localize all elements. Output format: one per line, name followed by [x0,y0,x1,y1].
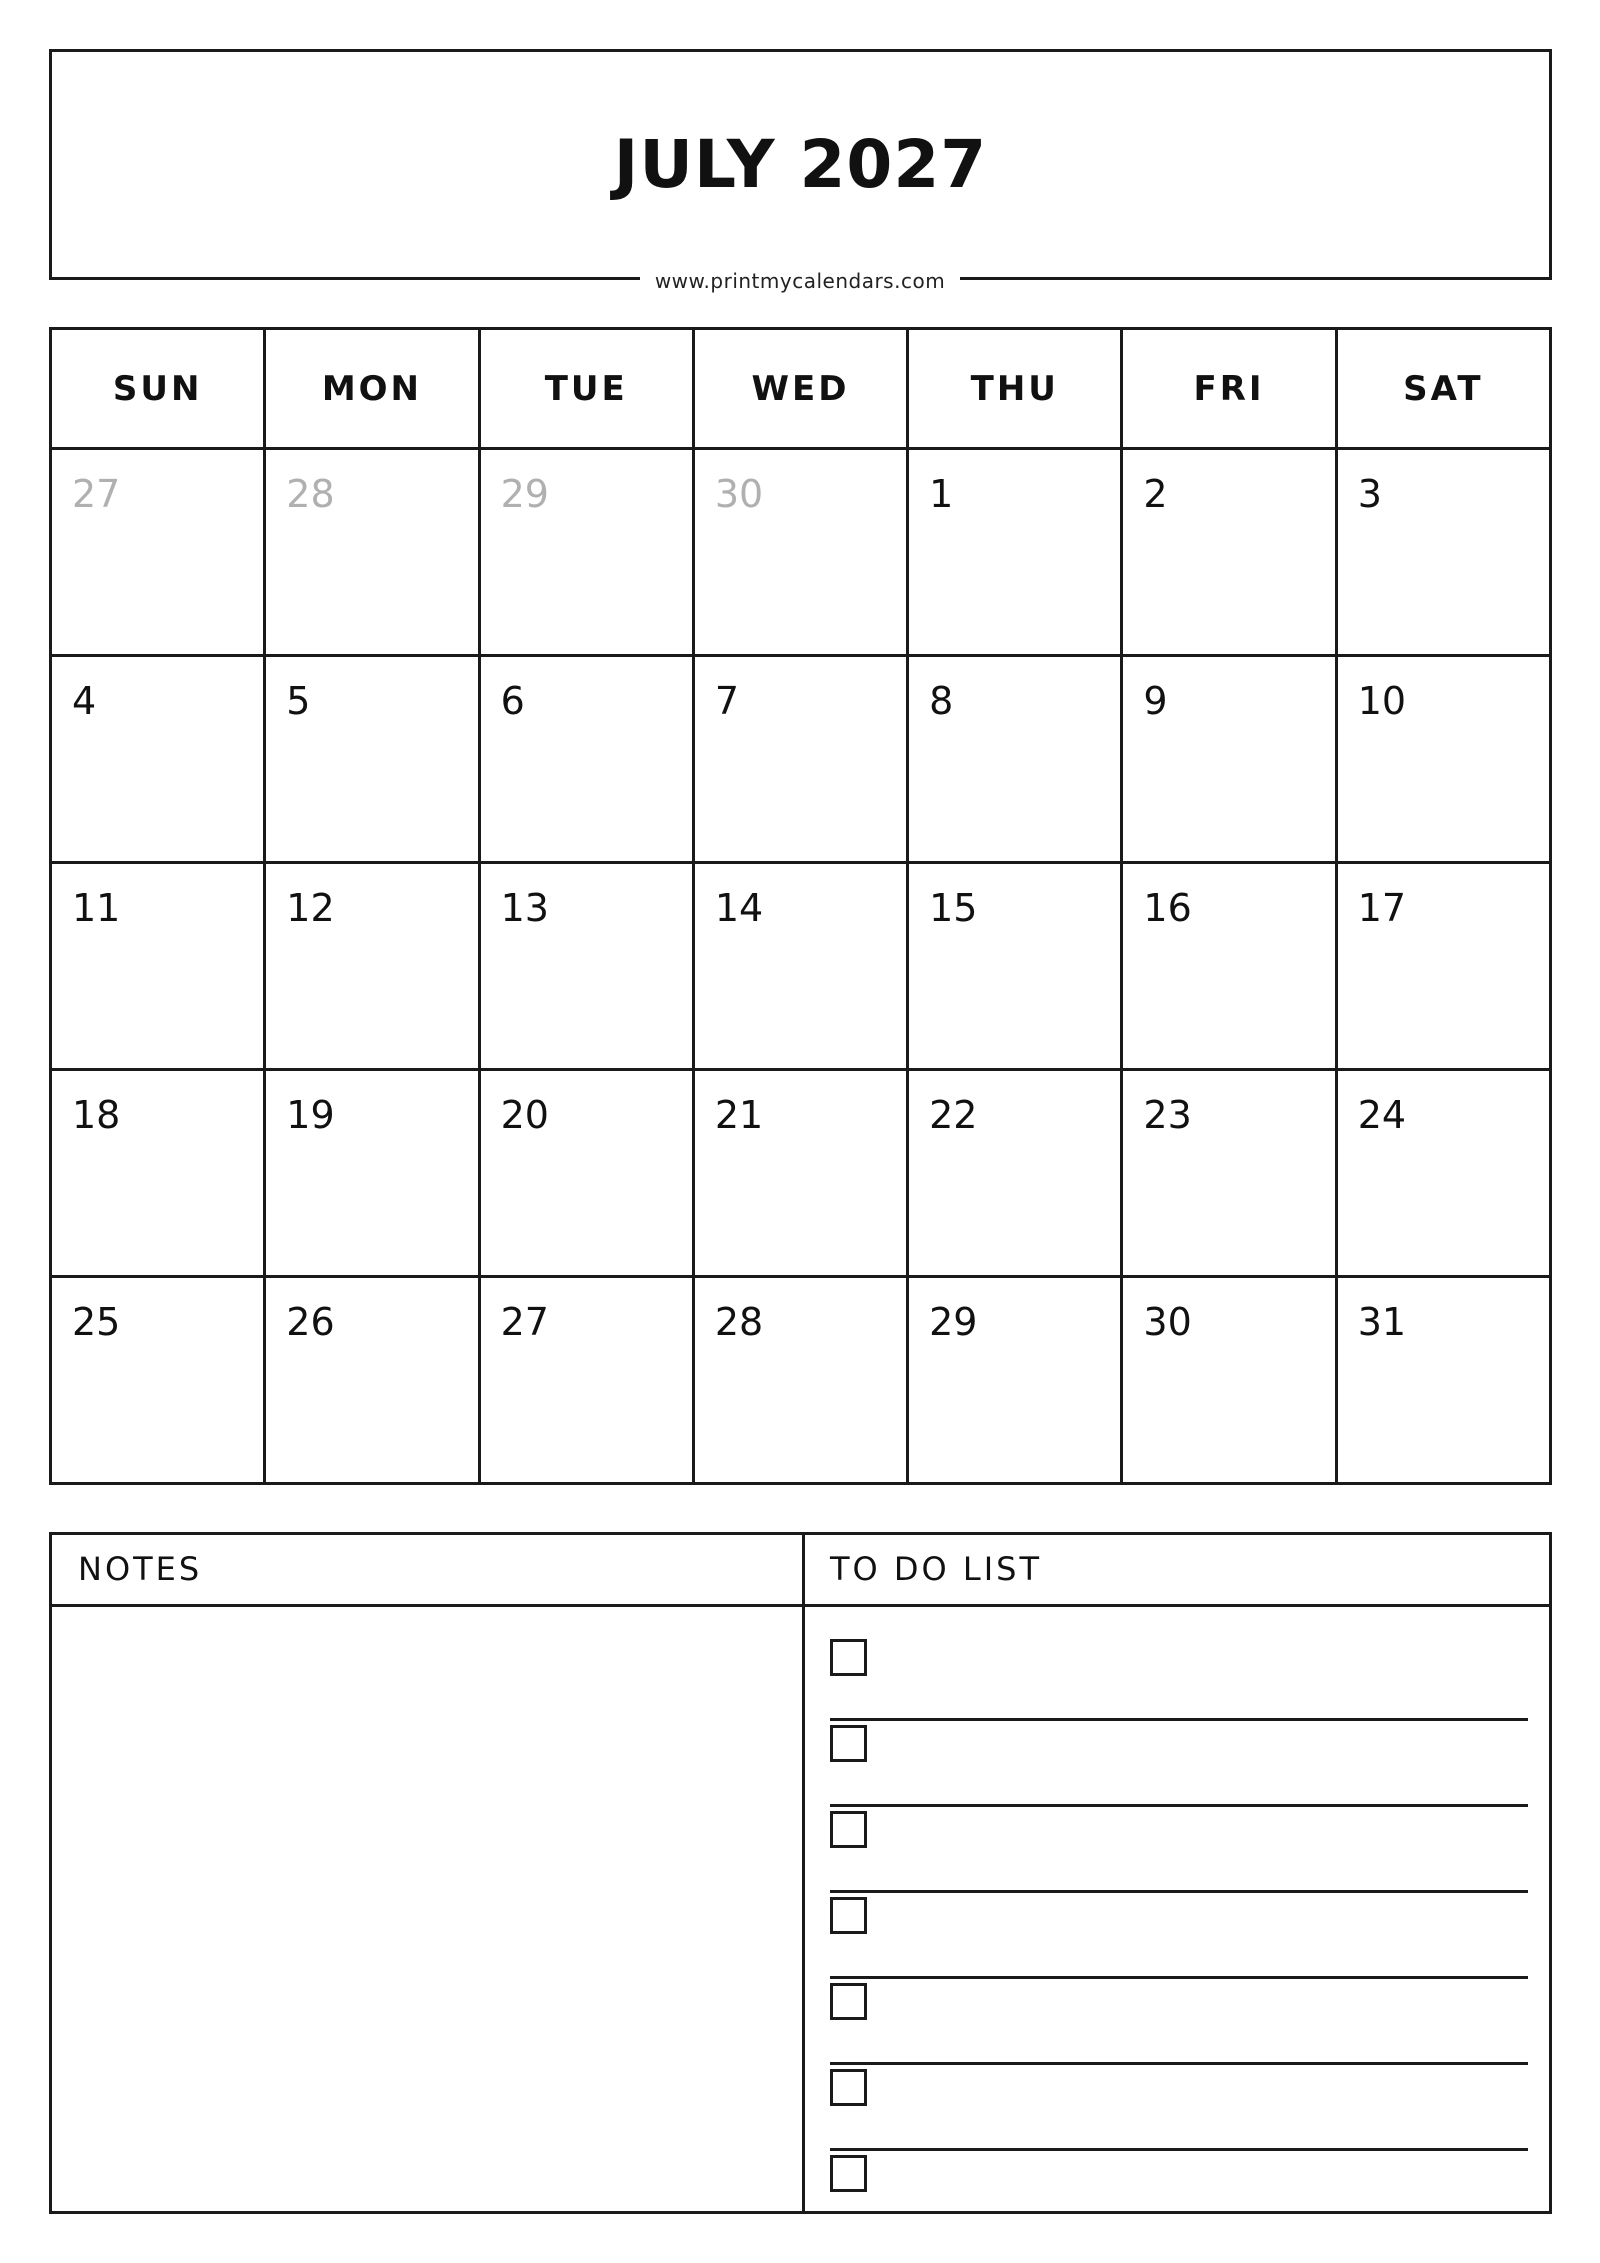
day-number: 14 [714,886,764,930]
section-header-line [52,1604,1549,1607]
day-cell[interactable] [51,449,265,656]
day-number: 25 [72,1300,121,1344]
day-cell[interactable] [51,1277,265,1484]
day-cell[interactable] [51,863,265,1070]
day-number: 3 [1357,472,1382,516]
day-cell[interactable] [1122,1070,1336,1277]
day-cell[interactable] [1122,449,1336,656]
day-cell[interactable] [1336,1070,1550,1277]
todo-item[interactable] [830,1893,1528,1979]
website-url: www.printmycalendars.com [640,266,960,296]
day-cell[interactable] [479,449,693,656]
weekday-thu: THU [908,329,1122,449]
day-cell[interactable] [1122,1277,1336,1484]
day-cell[interactable] [693,1070,907,1277]
day-cell[interactable] [265,1277,479,1484]
day-number: 27 [500,1300,549,1344]
todo-checkbox[interactable] [830,1811,867,1848]
day-cell[interactable] [908,449,1122,656]
todo-item[interactable] [830,1721,1528,1807]
day-number: 20 [500,1093,549,1137]
outside-day-number: 29 [500,472,549,516]
day-cell[interactable] [908,1070,1122,1277]
todo-label: TO DO LIST [830,1550,1043,1588]
week-row [51,449,1551,656]
day-cell[interactable] [1336,656,1550,863]
todo-item[interactable] [830,1635,1528,1721]
day-cell[interactable] [908,656,1122,863]
day-number: 5 [286,679,311,723]
day-number: 16 [1143,886,1192,930]
day-number: 18 [72,1093,121,1137]
todo-item[interactable] [830,1979,1528,2065]
day-number: 24 [1357,1093,1407,1137]
todo-checkbox[interactable] [830,1897,867,1934]
day-number: 29 [929,1300,978,1344]
day-number: 21 [714,1093,764,1137]
todo-checkbox[interactable] [830,1639,867,1676]
day-number: 4 [72,679,97,723]
weekday-wed: WED [693,329,907,449]
day-number: 22 [929,1093,978,1137]
day-number: 11 [72,886,121,930]
day-cell[interactable] [265,863,479,1070]
day-number: 1 [929,472,954,516]
day-cell[interactable] [693,449,907,656]
day-number: 26 [286,1300,335,1344]
day-number: 23 [1143,1093,1192,1137]
weekday-sun: SUN [51,329,265,449]
day-cell[interactable] [908,863,1122,1070]
weekday-sat: SAT [1336,329,1550,449]
day-number: 8 [929,679,954,723]
week-row [51,656,1551,863]
todo-checkbox[interactable] [830,1725,867,1762]
todo-item[interactable] [830,2151,1528,2237]
week-row [51,863,1551,1070]
day-number: 7 [714,679,740,723]
day-cell[interactable] [265,449,479,656]
weekday-header-row [51,329,1551,449]
day-number: 2 [1143,472,1168,516]
day-cell[interactable] [51,1070,265,1277]
day-number: 30 [1143,1300,1192,1344]
section-divider [802,1535,805,2211]
todo-item[interactable] [830,2065,1528,2151]
todo-list [830,1635,1528,2237]
day-number: 12 [286,886,335,930]
outside-day-number: 28 [286,472,335,516]
outside-day-number: 30 [714,472,764,516]
day-number: 28 [714,1300,764,1344]
outside-day-number: 27 [72,472,121,516]
weekday-mon: MON [265,329,479,449]
notes-label: NOTES [78,1550,203,1588]
day-cell[interactable] [1122,863,1336,1070]
day-cell[interactable] [51,656,265,863]
todo-checkbox[interactable] [830,2069,867,2106]
week-row [51,1070,1551,1277]
notes-todo-box [49,1532,1552,2214]
day-number: 9 [1143,679,1168,723]
weekday-tue: TUE [479,329,693,449]
todo-checkbox[interactable] [830,1983,867,2020]
day-number: 31 [1357,1300,1407,1344]
day-cell[interactable] [265,656,479,863]
todo-item[interactable] [830,1807,1528,1893]
day-cell[interactable] [479,1070,693,1277]
day-cell[interactable] [479,863,693,1070]
calendar-body [51,449,1551,1484]
day-number: 15 [929,886,978,930]
day-cell[interactable] [479,1277,693,1484]
day-number: 13 [500,886,549,930]
day-cell[interactable] [1122,656,1336,863]
weekday-fri: FRI [1122,329,1336,449]
day-cell[interactable] [479,656,693,863]
day-cell[interactable] [693,863,907,1070]
day-cell[interactable] [693,1277,907,1484]
day-number: 10 [1357,679,1407,723]
page-title: JULY 2027 [613,126,988,203]
week-row [51,1277,1551,1484]
calendar-grid [49,327,1552,1485]
title-box [49,49,1552,280]
day-number: 17 [1357,886,1407,930]
todo-checkbox[interactable] [830,2155,867,2192]
day-cell[interactable] [265,1070,479,1277]
day-cell[interactable] [1336,449,1550,656]
day-cell[interactable] [693,656,907,863]
day-cell[interactable] [1336,1277,1550,1484]
day-cell[interactable] [1336,863,1550,1070]
day-cell[interactable] [908,1277,1122,1484]
day-number: 19 [286,1093,335,1137]
day-number: 6 [500,679,525,723]
